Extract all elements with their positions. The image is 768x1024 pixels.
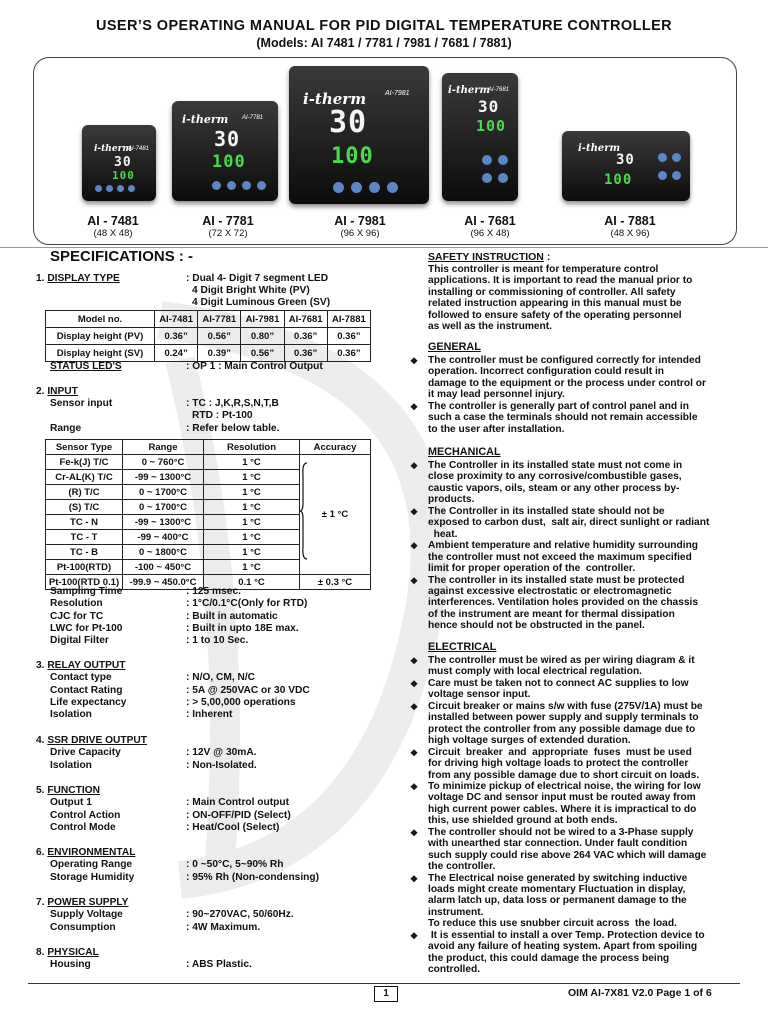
heading-text: ENVIRONMENTAL — [47, 847, 136, 858]
table-row — [46, 328, 371, 345]
sv-display: 100 — [604, 172, 633, 188]
bullet-icon: ❖ — [410, 541, 419, 552]
bullet-line: heat. — [428, 528, 458, 540]
bullet-icon: ❖ — [410, 575, 419, 586]
range-value: : Refer below table. — [186, 423, 280, 434]
intro-line: This controller is meant for temperature control — [428, 264, 659, 275]
display-type-value: : Dual 4- Digit 7 segment LED — [186, 273, 329, 284]
spec-label: Resolution — [50, 598, 103, 610]
spec-label: Isolation — [50, 759, 92, 771]
brand-logo: i-therm — [182, 113, 229, 126]
table-cell: 0 ~ 1700°C — [123, 500, 204, 515]
brand-logo: i-therm — [94, 144, 132, 154]
spec-value: : Built in upto 18E max. — [186, 622, 299, 634]
bullet-icon: ❖ — [410, 930, 419, 941]
sensor-input-rtd: RTD : Pt-100 — [192, 410, 253, 421]
brand-logo: i-therm — [303, 90, 367, 108]
spec-value: : 90~270VAC, 50/60Hz. — [186, 909, 294, 921]
spec-value: : ON-OFF/PID (Select) — [186, 809, 291, 821]
intro-line: followed to ensure safety of the operating personnel — [428, 309, 682, 321]
spec-label: Sampling Time — [50, 586, 123, 597]
display-height-table — [45, 310, 371, 362]
table-cell: TC - B — [46, 545, 123, 560]
bullet-line: high current power cables. Where it is impractical to do — [428, 803, 697, 815]
table-header: Resolution — [204, 440, 300, 455]
bullet-line: caustic vapors, oils, steam or any other process by- — [428, 482, 680, 494]
at-key-icon — [498, 173, 508, 183]
bullet-icon: ❖ — [410, 356, 419, 366]
at-key-icon — [672, 171, 681, 180]
bullet-line: such a case the terminals should not remain accessible — [428, 412, 698, 424]
spec-value: : 0 ~50°C, 5~90% Rh — [186, 859, 284, 871]
table-cell: 1 °C — [204, 515, 300, 530]
model-name: AI - 7781 — [202, 214, 254, 228]
model-size: (96 X 96) — [340, 228, 380, 239]
spec-label: Consumption — [50, 921, 116, 933]
down-key-icon — [482, 155, 492, 165]
sv-display: 100 — [476, 117, 507, 135]
table-header: AI-7481 — [155, 311, 198, 328]
table-cell: Pt-100(RTD 0.1) — [46, 575, 123, 590]
intro-line: as well as the instrument. — [428, 321, 552, 333]
bullet-line: alarm latch up, data loss or permanent damage to the — [428, 895, 687, 907]
bullet-line: such supply could rise above 264 VAC which will damage — [428, 849, 707, 861]
spec-value: : 125 msec. — [186, 586, 241, 597]
table-header: Range — [123, 440, 204, 455]
general-heading: GENERAL — [428, 341, 481, 353]
spec-value: : 1 to 10 Sec. — [186, 635, 249, 647]
ssr-drive-output-heading — [36, 735, 147, 746]
input-heading: 2. INPUT — [36, 386, 78, 397]
table-cell: Display height (PV) — [46, 328, 155, 345]
table-cell: 0.56” — [241, 345, 284, 362]
heading-number: 6. — [36, 847, 48, 858]
specifications-heading: SPECIFICATIONS : - — [50, 248, 194, 265]
spec-value: : Built in automatic — [186, 610, 278, 622]
up-key-icon — [257, 181, 266, 190]
table-cell: 0.36” — [284, 345, 327, 362]
bullet-line: must comply with local electrical regulation. — [428, 666, 642, 678]
table-cell: 1 °C — [204, 485, 300, 500]
bullet-line: The Controller in its installed state should not be — [428, 505, 665, 517]
spec-value: : > 5,00,000 operations — [186, 696, 296, 708]
bullet-line: it may lead personnel injury. — [428, 389, 565, 401]
table-cell: TC - T — [46, 530, 123, 545]
spec-label: Digital Filter — [50, 635, 109, 647]
pv-display: 30 — [478, 97, 500, 116]
bullet-icon: ❖ — [410, 781, 419, 792]
spec-label: Isolation — [50, 709, 92, 721]
table-cell: 0.39” — [198, 345, 241, 362]
intro-line: applications. It is important to read the manual prior to — [428, 275, 693, 287]
bullet-line: the controller must not exceed the maximum specified — [428, 551, 692, 563]
model-label: AI-7481 — [128, 146, 150, 152]
bullet-line: Circuit breaker or mains s/w with fuse (275V/1A) must be — [428, 700, 703, 712]
document-reference: OIM AI-7X81 V2.0 Page 1 of 6 — [568, 987, 712, 999]
spec-value: : 5A @ 250VAC or 30 VDC — [186, 684, 310, 696]
display-type-heading: 1. DISPLAY TYPE — [36, 273, 120, 284]
model-label: AI-7681 — [488, 87, 510, 93]
sv-display: 100 — [112, 169, 135, 182]
down-key-icon — [117, 185, 124, 192]
at-key-icon — [106, 185, 113, 192]
set-key-icon — [658, 171, 667, 180]
table-row — [46, 345, 371, 362]
bullet-line: the controller. — [428, 861, 496, 873]
heading-number: 3. — [36, 660, 48, 671]
table-cell: Display height (SV) — [46, 345, 155, 362]
bullet-line: It is essential to install a over Temp. Protection device to — [428, 929, 705, 941]
bullet-line: instrument. — [428, 906, 484, 918]
spec-label: Control Mode — [50, 821, 116, 833]
model-name: AI - 7881 — [604, 214, 656, 228]
table-header: Model no. — [46, 311, 155, 328]
model-size: (48 X 96) — [610, 228, 650, 239]
set-key-icon — [95, 185, 102, 192]
bullet-line: damage to the equipment or the process under control or — [428, 377, 706, 389]
down-key-icon — [658, 153, 667, 162]
bullet-line: Ambient temperature and relative humidity surrounding — [428, 540, 699, 552]
heading-text: POWER SUPPLY — [47, 897, 129, 908]
footer-divider — [28, 983, 740, 984]
spec-value: : ABS Plastic. — [186, 959, 252, 971]
spec-label: Supply Voltage — [50, 909, 123, 921]
table-cell: (S) T/C — [46, 500, 123, 515]
table-cell: Pt-100(RTD) — [46, 560, 123, 575]
heading-number: 5. — [36, 785, 48, 796]
table-cell: -99 ~ 400°C — [123, 530, 204, 545]
up-key-icon — [128, 185, 135, 192]
status-leds-value: : OP 1 : Main Control Output — [186, 361, 323, 372]
bullet-icon: ❖ — [410, 747, 419, 758]
pv-display: 30 — [214, 127, 241, 151]
spec-value: : 1°C/0.1°C(Only for RTD) — [186, 598, 308, 610]
sensor-input-label: Sensor input — [50, 398, 113, 409]
bullet-icon: ❖ — [410, 678, 419, 689]
table-cell: -99.9 ~ 450.0°C — [123, 575, 204, 590]
up-key-icon — [672, 153, 681, 162]
table-cell: 0 ~ 760°C — [123, 455, 204, 470]
heading-text: INPUT — [47, 386, 78, 397]
spec-value: : Main Control output — [186, 797, 289, 809]
table-cell: 1 °C — [204, 500, 300, 515]
sv-display: 100 — [212, 152, 246, 172]
table-cell: 0.36” — [327, 345, 370, 362]
sv-display: 100 — [331, 144, 374, 169]
brace-icon — [300, 461, 310, 561]
heading-colon: : — [543, 251, 551, 263]
accuracy-value: ± 1 °C — [321, 509, 349, 520]
bullet-line: The controller in its installed state must be protected — [428, 574, 685, 586]
up-key-icon — [387, 182, 398, 193]
bullet-icon: ❖ — [410, 656, 419, 666]
heading-text: SAFETY INSTRUCTION — [428, 251, 544, 263]
environmental-heading — [36, 847, 135, 858]
relay-output-heading — [36, 660, 125, 671]
table-cell: -99 ~ 1300°C — [123, 515, 204, 530]
table-cell: TC - N — [46, 515, 123, 530]
brand-logo: i-therm — [578, 143, 621, 154]
bullet-line: protect the controller from any possible damage due to — [428, 723, 696, 735]
electrical-heading: ELECTRICAL — [428, 641, 497, 653]
spec-label: LWC for Pt-100 — [50, 622, 123, 634]
table-cell: 1 °C — [204, 530, 300, 545]
bullet-line: installed between power supply and supply terminals to — [428, 712, 699, 724]
table-header: AI-7781 — [198, 311, 241, 328]
up-key-icon — [498, 155, 508, 165]
model-label: AI-7781 — [242, 115, 264, 121]
spec-value: : Inherent — [186, 709, 233, 721]
table-header: Accuracy — [300, 440, 371, 455]
bullet-line: loads might create momentary Fluctuation in display, — [428, 884, 686, 895]
controller-ai-7681 — [442, 73, 518, 201]
set-key-icon — [333, 182, 344, 193]
page-number: 1 — [374, 986, 398, 1002]
table-cell: 1 °C — [204, 560, 300, 575]
table-cell: 0.36” — [155, 328, 198, 345]
function-heading — [36, 785, 100, 796]
status-leds-label: STATUS LED'S — [50, 361, 122, 372]
table-cell: 1 °C — [204, 545, 300, 560]
spec-value: : 95% Rh (Non-condensing) — [186, 871, 319, 883]
page-subtitle: (Models: AI 7481 / 7781 / 7981 / 7681 / 7881) — [256, 36, 512, 50]
table-cell: 0.24” — [155, 345, 198, 362]
intro-line: related instruction appearing in this manual must be — [428, 298, 682, 310]
bullet-icon: ❖ — [410, 827, 419, 838]
table-header: Sensor Type — [46, 440, 123, 455]
controller-ai-7481 — [82, 125, 156, 201]
table-header: AI-7681 — [284, 311, 327, 328]
table-cell: -99 ~ 1300°C — [123, 470, 204, 485]
table-cell: ± 0.3 °C — [300, 575, 371, 590]
bullet-line: of the instrument are meant for thermal dissipation — [428, 608, 675, 620]
bullet-line: close proximity to any corrosive/combustible gases, — [428, 471, 682, 483]
spec-label: Contact Rating — [50, 684, 123, 696]
spec-label: CJC for TC — [50, 610, 104, 622]
bullet-line: The controller should not be wired to a 3-Phase supply — [428, 826, 694, 838]
down-key-icon — [369, 182, 380, 193]
at-key-icon — [227, 181, 236, 190]
table-cell: 0.36” — [327, 328, 370, 345]
model-size: (96 X 48) — [470, 228, 510, 239]
table-cell: 1 °C — [204, 455, 300, 470]
heading-text: PHYSICAL — [47, 947, 99, 958]
table-cell: (R) T/C — [46, 485, 123, 500]
bullet-line: Circuit breaker and appropriate fuses must be used — [428, 746, 692, 758]
bullet-line: hence should not be obstructed in the panel. — [428, 620, 645, 632]
bullet-line: from any possible damage due to short circuit on loads. — [428, 769, 700, 781]
table-cell: 0.1 °C — [204, 575, 300, 590]
bullet-icon: ❖ — [410, 506, 419, 517]
set-key-icon — [212, 181, 221, 190]
sensor-input-value: : TC : J,K,R,S,N,T,B — [186, 398, 279, 409]
table-cell: 0.80” — [241, 328, 284, 345]
mechanical-heading: MECHANICAL — [428, 446, 501, 458]
model-name: AI - 7681 — [464, 214, 516, 228]
model-name: AI - 7481 — [87, 214, 139, 228]
spec-value: : 4W Maximum. — [186, 921, 261, 933]
heading-text: SSR DRIVE OUTPUT — [47, 735, 147, 746]
spec-label: Output 1 — [50, 797, 92, 809]
bullet-line: interferences. Ventilation holes provided on the chassis — [428, 597, 699, 609]
bullet-line: the product, this could damage the process being — [428, 952, 670, 964]
bullet-line: exposed to carbon dust, salt air, direct sunlight or radiant — [428, 517, 710, 529]
bullet-line: with unearthed star connection. Under fault condition — [428, 838, 688, 850]
table-cell: Cr-AL(K) T/C — [46, 470, 123, 485]
heading-text: RELAY OUTPUT — [47, 660, 126, 671]
model-size: (72 X 72) — [208, 228, 248, 239]
display-type-sv: 4 Digit Luminous Green (SV) — [192, 297, 331, 308]
bullet-line: The controller must be configured correctly for intended — [428, 355, 701, 366]
down-key-icon — [242, 181, 251, 190]
bullet-line: voltage DC and sensor input must be routed away from — [428, 792, 696, 804]
table-cell: 0.36” — [284, 328, 327, 345]
bullet-icon: ❖ — [410, 701, 419, 712]
pv-display: 30 — [329, 105, 368, 140]
bullet-line: to the user after installation. — [428, 423, 565, 435]
bullet-line: controlled. — [428, 964, 481, 976]
bullet-line: To minimize pickup of electrical noise, the wiring for low — [428, 780, 701, 792]
bullet-icon: ❖ — [410, 873, 419, 884]
spec-value: : Non-Isolated. — [186, 759, 257, 771]
spec-label: Contact type — [50, 672, 112, 684]
bullet-line: Care must be taken not to connect AC supplies to low — [428, 677, 689, 689]
spec-label: Housing — [50, 959, 91, 971]
model-label: AI-7981 — [385, 90, 410, 97]
bullet-line: avoid any failure of heating system. Apart from spoiling — [428, 941, 698, 953]
bullet-icon: ❖ — [410, 461, 419, 471]
table-cell: 1 °C — [204, 470, 300, 485]
spec-value: : 12V @ 30mA. — [186, 747, 257, 759]
safety-heading — [428, 252, 550, 263]
table-row — [46, 455, 371, 470]
spec-label: Drive Capacity — [50, 747, 121, 759]
set-key-icon — [482, 173, 492, 183]
page-title: USER’S OPERATING MANUAL FOR PID DIGITAL TEMPERATURE CONTROLLER — [95, 18, 673, 34]
table-cell: Fe-k(J) T/C — [46, 455, 123, 470]
model-name: AI - 7981 — [334, 214, 386, 228]
pv-display: 30 — [616, 152, 635, 168]
table-cell: 0 ~ 1700°C — [123, 485, 204, 500]
bullet-line: The controller must be wired as per wiring diagram & it — [428, 655, 695, 666]
bullet-line: high voltage surges of extended duration. — [428, 735, 631, 747]
table-cell: -100 ~ 450°C — [123, 560, 204, 575]
bullet-line: operation. Incorrect configuration could result in — [428, 366, 665, 378]
bullet-line: To reduce this use snubber circuit across the load. — [428, 918, 677, 930]
spec-label: Control Action — [50, 809, 121, 821]
bullet-line: products. — [428, 494, 475, 506]
heading-number: 7. — [36, 897, 48, 908]
accuracy-cell — [300, 455, 371, 575]
bullet-line: The Electrical noise generated by switching inductive — [428, 872, 688, 884]
physical-heading — [36, 947, 99, 958]
power-supply-heading — [36, 897, 128, 908]
spec-value: : N/O, CM, N/C — [186, 672, 256, 684]
heading-number: 8. — [36, 947, 48, 958]
model-size: (48 X 48) — [93, 228, 133, 239]
bullet-line: limit for proper operation of the controller. — [428, 563, 636, 575]
table-header: AI-7981 — [241, 311, 284, 328]
bullet-line: against excessive electrostatic or electromagnetic — [428, 585, 672, 597]
bullet-line: voltage sensor input. — [428, 689, 531, 701]
spec-value: : Heat/Cool (Select) — [186, 821, 280, 833]
heading-number: 4. — [36, 735, 48, 746]
bullet-icon: ❖ — [410, 401, 419, 412]
table-cell: 0 ~ 1800°C — [123, 545, 204, 560]
heading-text: DISPLAY TYPE — [47, 273, 120, 284]
heading-text: FUNCTION — [47, 785, 100, 796]
bullet-line: The Controller in its installed state must not come in — [428, 460, 683, 471]
table-cell: 0.56” — [198, 328, 241, 345]
bullet-line: for driving high voltage loads to protect the controller — [428, 758, 689, 770]
intro-line: installing or commissioning of controller. All safety — [428, 286, 676, 298]
sensor-range-table — [45, 439, 371, 590]
controller-ai-7981 — [289, 66, 429, 204]
brand-logo: i-therm — [448, 85, 491, 96]
pv-display: 30 — [114, 155, 132, 170]
range-label: Range — [50, 423, 82, 434]
bullet-line: The controller is generally part of control panel and in — [428, 400, 689, 412]
bullet-line: this, use shielded ground at both ends. — [428, 815, 618, 827]
table-header: AI-7881 — [327, 311, 370, 328]
spec-label: Life expectancy — [50, 696, 127, 708]
at-key-icon — [351, 182, 362, 193]
display-type-pv: 4 Digit Bright White (PV) — [192, 285, 310, 296]
spec-label: Operating Range — [50, 859, 133, 871]
spec-label: Storage Humidity — [50, 871, 135, 883]
controller-ai-7881 — [562, 131, 690, 201]
controller-ai-7781 — [172, 101, 278, 201]
